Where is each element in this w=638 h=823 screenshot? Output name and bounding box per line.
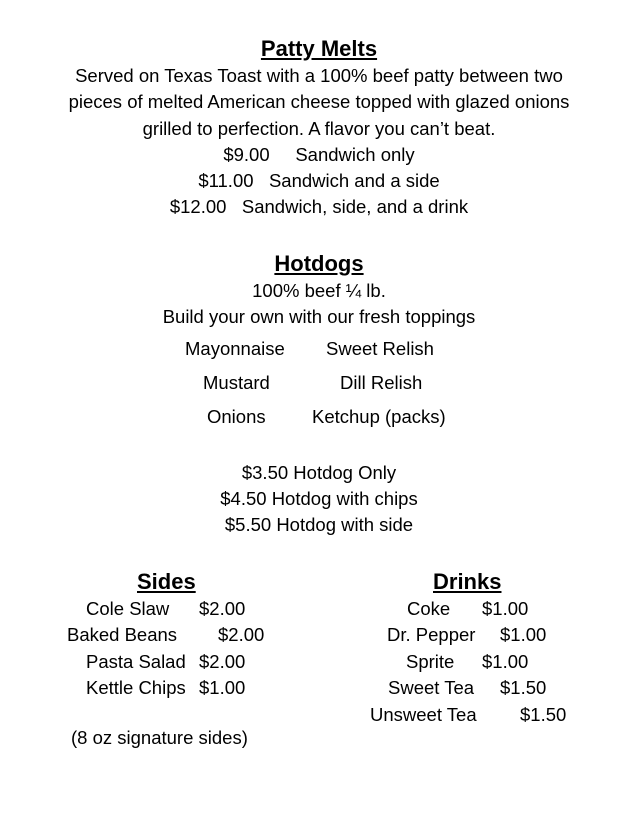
patty-melts-title: Patty Melts	[260, 36, 378, 61]
hotdog-price-line: $3.50 Hotdog Only	[241, 462, 397, 483]
price-item: Sandwich and a side	[268, 170, 440, 192]
drink-item	[348, 702, 590, 728]
drink-name: Coke	[407, 598, 451, 619]
drink-item	[348, 596, 590, 622]
hotdogs-line: 100% beef ¼ lb.	[252, 280, 386, 301]
patty-melts-description-line: Served on Texas Toast with a 100% beef patty between two	[75, 65, 563, 86]
hotdogs-line: Build your own with our fresh toppings	[162, 306, 476, 327]
toppings-row	[0, 406, 638, 432]
sides-note: (8 oz signature sides)	[71, 727, 248, 748]
drink-name: Unsweet Tea	[370, 703, 477, 725]
side-name: Baked Beans	[67, 624, 178, 646]
topping: Dill Relish	[340, 372, 423, 393]
drink-price: $1.00	[500, 624, 547, 646]
topping: Mustard	[203, 372, 270, 393]
hotdogs-title: Hotdogs	[274, 251, 364, 276]
patty-melts-description-line: grilled to perfection. A flavor you can’t beat.	[142, 117, 496, 139]
side-item	[48, 675, 288, 701]
toppings-row	[0, 338, 638, 364]
hotdog-price-line: $4.50 Hotdog with chips	[220, 488, 418, 509]
drink-price: $1.50	[500, 677, 547, 699]
side-price: $2.00	[199, 650, 246, 672]
sides-section	[48, 568, 288, 702]
price: $9.00	[223, 143, 270, 165]
side-item	[48, 622, 288, 648]
drink-price: $1.00	[482, 598, 529, 619]
side-name: Pasta Salad	[86, 650, 186, 672]
patty-melts-section	[0, 35, 638, 221]
side-item	[48, 596, 288, 622]
drink-item	[348, 649, 590, 675]
patty-melts-price-line	[0, 142, 638, 168]
drinks-title: Drinks	[433, 569, 502, 594]
drink-name: Sweet Tea	[388, 677, 475, 699]
sides-title: Sides	[137, 569, 196, 594]
toppings-row	[0, 372, 638, 398]
hotdog-price-line: $5.50 Hotdog with side	[224, 514, 414, 535]
patty-melts-price-line	[0, 168, 638, 194]
hotdogs-section	[0, 250, 638, 535]
price-item: Sandwich, side, and a drink	[241, 196, 469, 218]
hotdog-prices	[0, 460, 638, 538]
drink-item	[348, 675, 590, 701]
drink-item	[348, 622, 590, 648]
side-name: Cole Slaw	[86, 598, 170, 619]
price-item: Sandwich only	[295, 143, 415, 165]
drink-price: $1.50	[520, 703, 567, 725]
price: $12.00	[169, 196, 227, 218]
toppings-grid	[0, 338, 638, 448]
side-item	[48, 649, 288, 675]
topping: Onions	[207, 406, 266, 427]
topping: Mayonnaise	[185, 338, 285, 359]
topping: Sweet Relish	[326, 338, 434, 359]
side-price: $2.00	[218, 624, 265, 646]
price: $11.00	[198, 170, 254, 192]
side-name: Kettle Chips	[86, 677, 186, 699]
drinks-section	[348, 568, 590, 728]
drink-price: $1.00	[482, 650, 529, 672]
patty-melts-description-line: pieces of melted American cheese topped with glazed onions	[68, 91, 570, 113]
topping: Ketchup (packs)	[312, 406, 446, 427]
side-price: $2.00	[199, 598, 246, 619]
patty-melts-price-line	[0, 194, 638, 220]
side-price: $1.00	[199, 677, 246, 699]
drink-name: Dr. Pepper	[387, 624, 476, 646]
drink-name: Sprite	[406, 650, 455, 672]
